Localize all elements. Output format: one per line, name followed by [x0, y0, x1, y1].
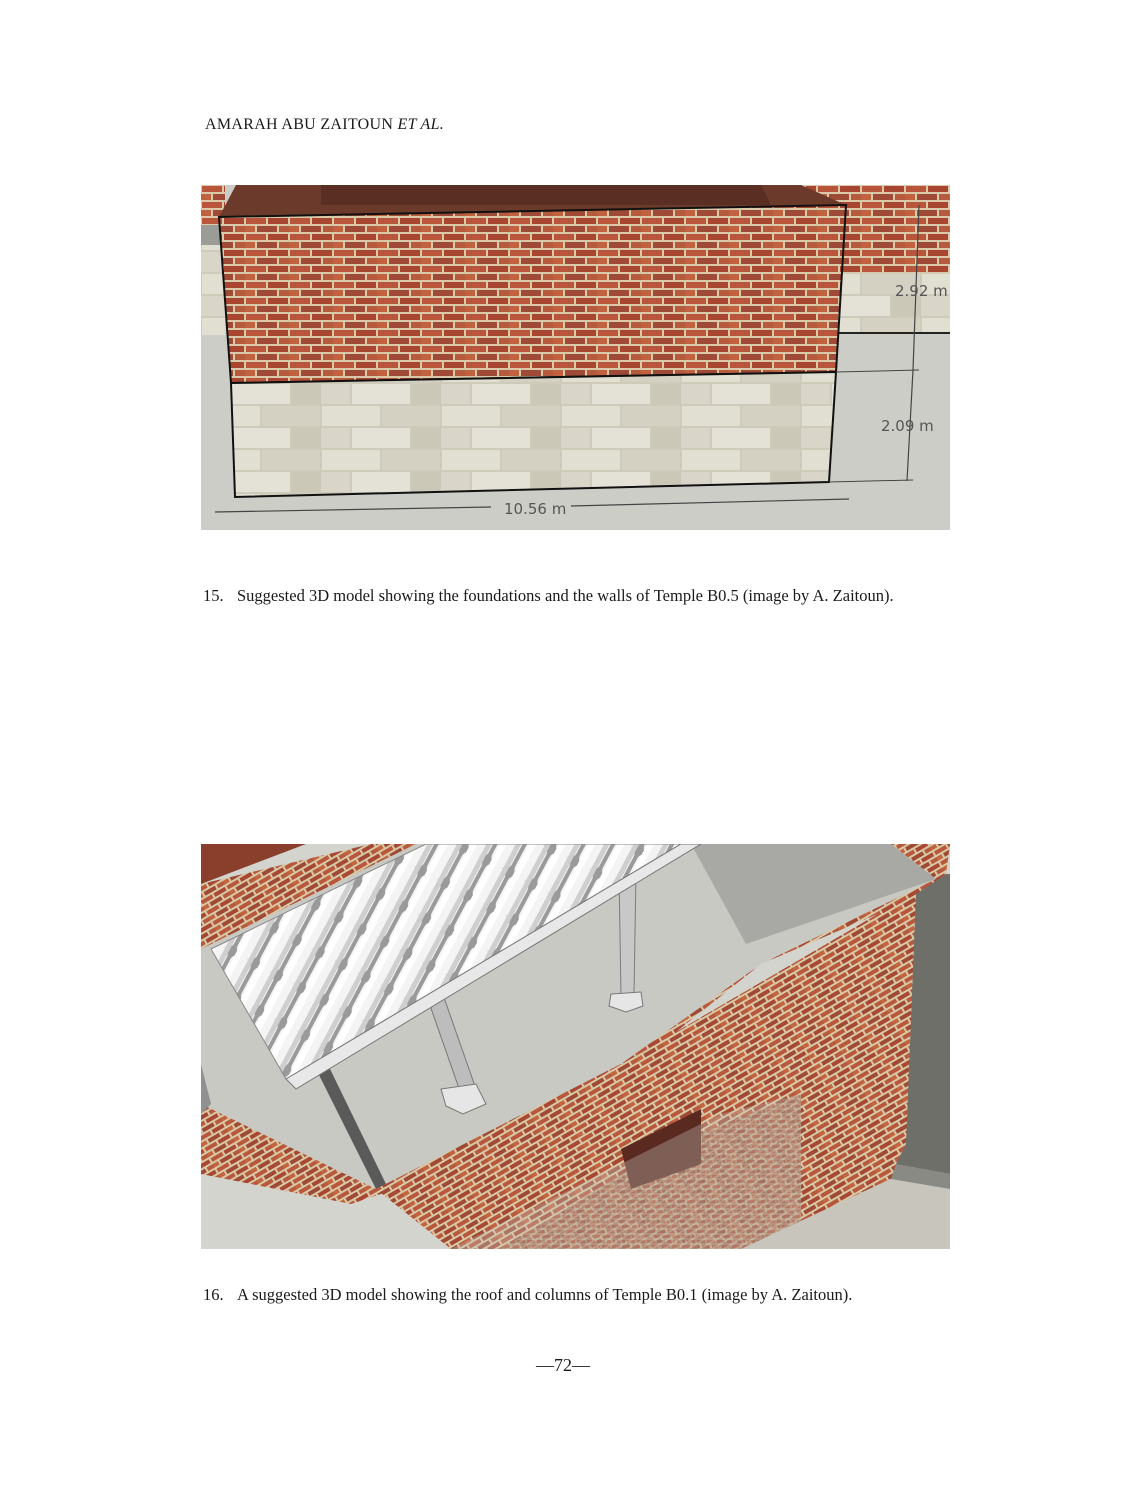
dimension-lower-height-label: 2.09 m — [881, 417, 934, 435]
figure-16-caption — [203, 1283, 953, 1306]
figure-16-caption-text: A suggested 3D model showing the roof and columns of Temple B0.1 (image by A. Zaitoun). — [237, 1285, 853, 1304]
running-head-etal: ET AL. — [397, 116, 445, 133]
figure-15-number: 15. — [203, 586, 224, 605]
figure-16-number: 16. — [203, 1285, 224, 1304]
dimension-width-label: 10.56 m — [504, 500, 567, 518]
figure-15-illustration — [201, 185, 950, 530]
figure-15-caption-text: Suggested 3D model showing the foundations and the walls of Temple B0.5 (image by A. Zaitoun). — [237, 586, 894, 605]
figure-15-caption — [203, 584, 953, 607]
running-head-authors: AMARAH ABU ZAITOUN — [205, 116, 394, 133]
running-head — [205, 116, 444, 134]
figure-16-illustration — [201, 844, 950, 1249]
figure-15-wall-model — [201, 185, 950, 530]
figure-16-roof-model — [201, 844, 950, 1249]
dimension-upper-height-label: 2.92 m — [895, 282, 948, 300]
page-number: —72— — [536, 1355, 590, 1375]
